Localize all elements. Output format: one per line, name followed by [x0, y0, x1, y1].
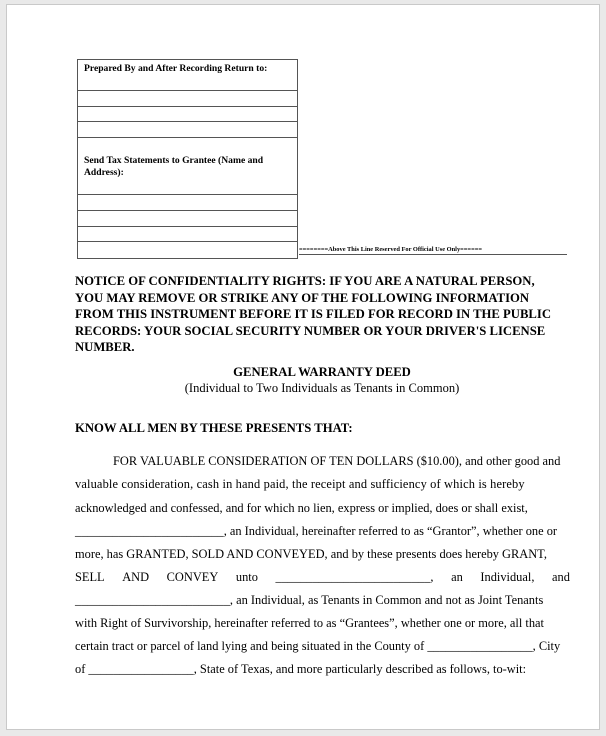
body-line: acknowledged and confessed, and for which no lien, express or implied, does or shall exist,: [75, 501, 528, 515]
recording-info-box: [77, 59, 298, 259]
word: AND: [122, 570, 150, 584]
blank-line: [78, 210, 297, 211]
word: Individual,: [480, 570, 535, 584]
blank-line: [78, 137, 297, 138]
body-line: FOR VALUABLE CONSIDERATION OF TEN DOLLARS ($10.00), and other good and: [113, 454, 561, 468]
tax-statements-label: Send Tax Statements to Grantee (Name and Address):: [84, 155, 264, 178]
word: SELL: [75, 570, 105, 584]
body-line: of _________________, State of Texas, and more particularly described as follows, to-wit:: [75, 662, 527, 676]
grantee-blank: _________________________,: [275, 570, 434, 584]
prepared-by-label: Prepared By and After Recording Return to:: [84, 63, 268, 74]
know-all-heading: KNOW ALL MEN BY THESE PRESENTS THAT:: [75, 421, 353, 435]
word: an: [451, 570, 463, 584]
deed-subtitle: (Individual to Two Individuals as Tenants in Common): [184, 381, 460, 395]
body-line: with Right of Survivorship, hereinafter referred to as “Grantees”, whether one or more, all that: [75, 616, 544, 630]
confidentiality-notice: NOTICE OF CONFIDENTIALITY RIGHTS: IF YOU ARE A NATURAL PERSON, YOU MAY REMOVE OR STRIKE ANY OF THE FOLLOWING INFORMATION FROM THIS INSTRUMENT BEFORE IT IS FILED FOR RECORD IN THE PUBLIC RECORDS: YOUR SOCIAL SECURITY NUMBER OR YOUR DRIVER'S LICENSE NUMBER.: [75, 274, 551, 354]
blank-line: [78, 106, 297, 107]
word: and: [552, 570, 570, 584]
blank-line: [78, 121, 297, 122]
blank-line: [78, 90, 297, 91]
official-use-line: ========Above This Line Reserved For Official Use Only======: [299, 246, 567, 255]
blank-line: [78, 241, 297, 242]
blank-line: [78, 194, 297, 195]
body-line: certain tract or parcel of land lying and being situated in the County of _________________, City: [75, 639, 561, 653]
body-line: ________________________, an Individual, hereinafter referred to as “Grantor”, whether one or: [75, 524, 558, 538]
body-line: valuable consideration, cash in hand paid, the receipt and sufficiency of which is hereby: [75, 477, 525, 491]
word: unto: [235, 570, 258, 584]
document-page: [6, 4, 600, 730]
deed-title: GENERAL WARRANTY DEED: [233, 365, 411, 379]
body-line: more, has GRANTED, SOLD AND CONVEYED, and by these presents does hereby GRANT,: [75, 547, 547, 561]
body-line: _________________________, an Individual, as Tenants in Common and not as Joint Tenants: [75, 593, 544, 607]
word: CONVEY: [166, 570, 219, 584]
blank-line: [78, 226, 297, 227]
sell-convey-line: [75, 570, 570, 585]
